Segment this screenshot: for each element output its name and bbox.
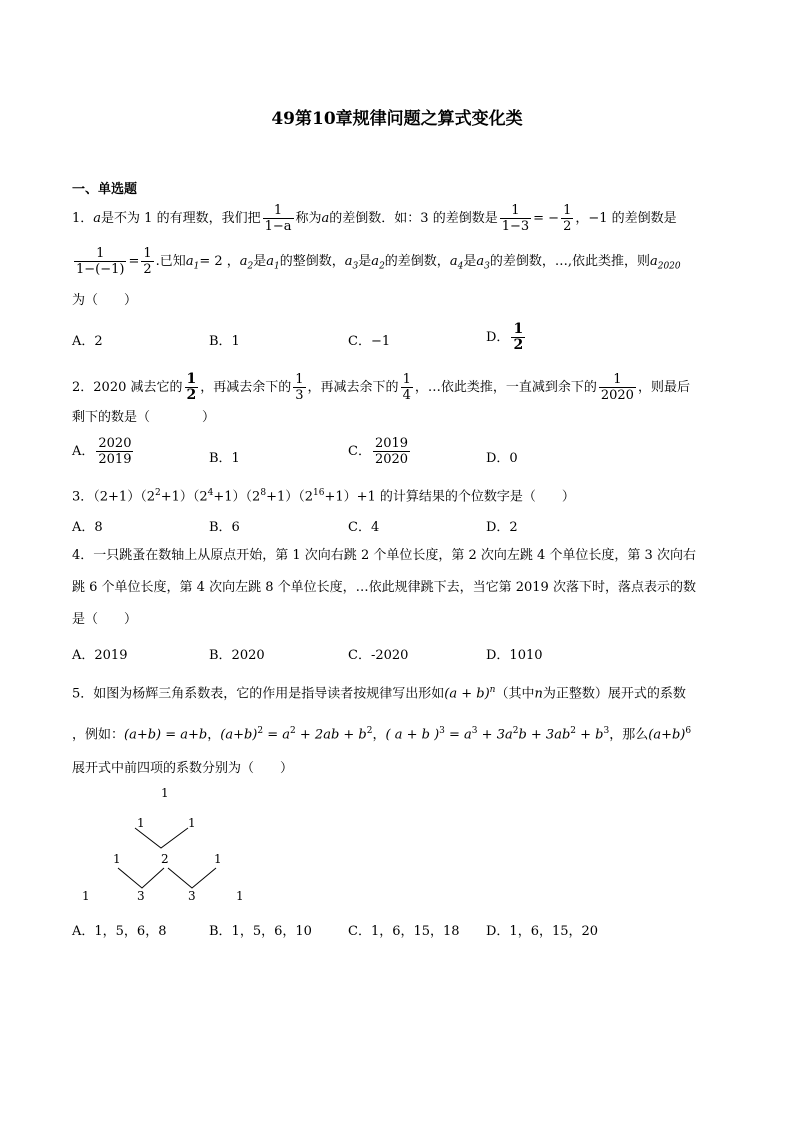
- q4-option-a[interactable]: A．2019: [72, 648, 128, 663]
- equals: =: [128, 254, 140, 269]
- q5-option-c[interactable]: C．1，6，15，18: [348, 924, 460, 939]
- q4-line-1: 4．一只跳蚤在数轴上从原点开始，第 1 次向右跳 2 个单位长度，第 2 次向左跳 4 个单位长度，第 3 次向右: [72, 548, 696, 563]
- fraction-quarter: $\frac{1}{4}$: [402, 372, 411, 403]
- expr-a-plus-b: (a + b): [444, 686, 490, 702]
- q1-option-c[interactable]: C．−1: [348, 334, 391, 349]
- q2-option-c[interactable]: C． $\frac{2019}{2020}$: [348, 436, 409, 467]
- triangle-cell: 3: [188, 889, 196, 903]
- var-a: a: [93, 211, 102, 226]
- fraction-1-over-1-minus-neg1: $\frac{1}{1-(-1)}$: [76, 246, 125, 277]
- q3-option-d[interactable]: D．2: [486, 520, 518, 535]
- q5-line-2: ，例如：(a+b) = a+b，$(a+b)^2 = a^2 + 2ab + b^2$，( a + b )$^3 = a^3 + 3a^2b + 3ab^2 + b^3$，那么$(a+b)^6$: [72, 726, 692, 743]
- q1-option-d[interactable]: D． $\frac{1}{2}$: [486, 321, 524, 353]
- fraction-1-over-1-minus-3: $\frac{1}{1-3}$: [501, 203, 530, 234]
- fraction-half: $\frac{1}{2}$: [563, 203, 572, 234]
- fraction-1-over-2020: $\frac{1}{2020}$: [600, 372, 634, 403]
- q3-option-a[interactable]: A．8: [72, 520, 103, 535]
- q3-option-b[interactable]: B．6: [209, 520, 240, 535]
- q2-option-d[interactable]: D．0: [486, 451, 518, 466]
- fraction-half: $\frac{1}{2}$: [143, 246, 152, 277]
- q5-line-1: 5．如图为杨辉三角系数表，它的作用是指导读者按规律写出形如$(a + b)^n$（其中n为正整数）展开式的系数: [72, 685, 686, 702]
- var-a4: $a_4$: [449, 254, 464, 272]
- q1-text: .已知: [155, 254, 186, 269]
- q2-line-2: 剩下的数是（ ）: [72, 410, 216, 425]
- q5-line-3: 展开式中前四项的系数分别为（ ）: [72, 761, 294, 776]
- q4-option-b[interactable]: B．2020: [209, 648, 265, 663]
- var-a1: $a_1$: [185, 254, 200, 272]
- q2-line-1: 2．2020 减去它的 $\frac{1}{2}$ ，再减去余下的 $\frac{1}{3}$ ，再减去余下的 $\frac{1}{4}$ ，…依此类推，一直减到余下的 $\frac{1}{2020}$ ，则最后: [72, 371, 690, 403]
- q1-line-3: 为（ ）: [72, 293, 138, 308]
- triangle-cell: 1: [188, 816, 196, 830]
- q3-line-1: 3．$(2+1)(2^2+1)(2^4+1)(2^8+1)(2^{16}+1)+1$ 的计算结果的个位数字是（ ）: [72, 488, 575, 505]
- q3-option-c[interactable]: C．4: [348, 520, 380, 535]
- q1-text: 是: [463, 254, 477, 269]
- q1-text-d: 的差倒数．如：3 的差倒数是: [329, 211, 498, 226]
- var-a: a: [321, 211, 330, 226]
- var-a1: $a_1$: [266, 254, 280, 272]
- triangle-cell: 1: [214, 852, 222, 866]
- triangle-cell: 1: [137, 816, 145, 830]
- triangle-cell: 3: [137, 889, 145, 903]
- q1-text-e: ，−1 的差倒数是: [575, 211, 677, 226]
- triangle-cell: 1: [82, 889, 90, 903]
- page-title: 49第10章规律问题之算式变化类: [271, 109, 523, 129]
- var-a3: $a_3$: [476, 254, 490, 272]
- q5-option-d[interactable]: D．1，6，15，20: [486, 924, 599, 939]
- var-a2: $a_2$: [239, 254, 254, 272]
- fraction-half: $\frac{1}{2}$: [513, 321, 524, 353]
- fraction-1-over-1-minus-a: $\frac{1}{1-a}$: [264, 203, 292, 234]
- q4-option-d[interactable]: D．1010: [486, 648, 543, 663]
- triangle-cell: 1: [161, 786, 169, 800]
- q1-text: 的整倒数，: [279, 254, 345, 269]
- triangle-cell: 2: [161, 852, 169, 866]
- q5-option-a[interactable]: A．1，5，6，8: [72, 924, 167, 939]
- var-a2020: $a_{2020}$: [649, 254, 681, 272]
- q5-option-b[interactable]: B．1，5，6，10: [209, 924, 312, 939]
- q4-line-2: 跳 6 个单位长度，第 4 次向左跳 8 个单位长度，…依此规律跳下去，当它第 2019 次落下时，落点表示的数: [72, 580, 696, 595]
- q4-line-3: 是（ ）: [72, 612, 138, 627]
- q2-option-a[interactable]: A． $\frac{2020}{2019}$: [72, 436, 132, 467]
- q1-number: 1．: [72, 211, 94, 226]
- q1-text: 的差倒数，: [384, 254, 450, 269]
- q1-text-c: 称为: [295, 211, 322, 226]
- q1-option-b[interactable]: B．1: [209, 334, 240, 349]
- q4-option-c[interactable]: C．-2020: [348, 648, 409, 663]
- fraction-third: $\frac{1}{3}$: [295, 372, 304, 403]
- q1-text: = 2 ，: [199, 254, 240, 269]
- equals-minus: = −: [533, 211, 560, 226]
- q1-text: 是: [358, 254, 372, 269]
- var-a3: $a_3$: [344, 254, 359, 272]
- triangle-cell: 1: [236, 889, 244, 903]
- fraction-half: $\frac{1}{2}$: [186, 371, 197, 403]
- triangle-cell: 1: [113, 852, 121, 866]
- q1-text: 是: [253, 254, 267, 269]
- q1-text-b: 是不为 1 的有理数，我们把: [101, 211, 261, 226]
- section-heading: 一、单选题: [72, 182, 138, 197]
- var-a2: $a_2$: [371, 254, 385, 272]
- q1-text: 的差倒数，…,依此类推，则: [489, 254, 650, 269]
- q1-option-a[interactable]: A．2: [72, 334, 103, 349]
- q2-option-b[interactable]: B．1: [209, 451, 240, 466]
